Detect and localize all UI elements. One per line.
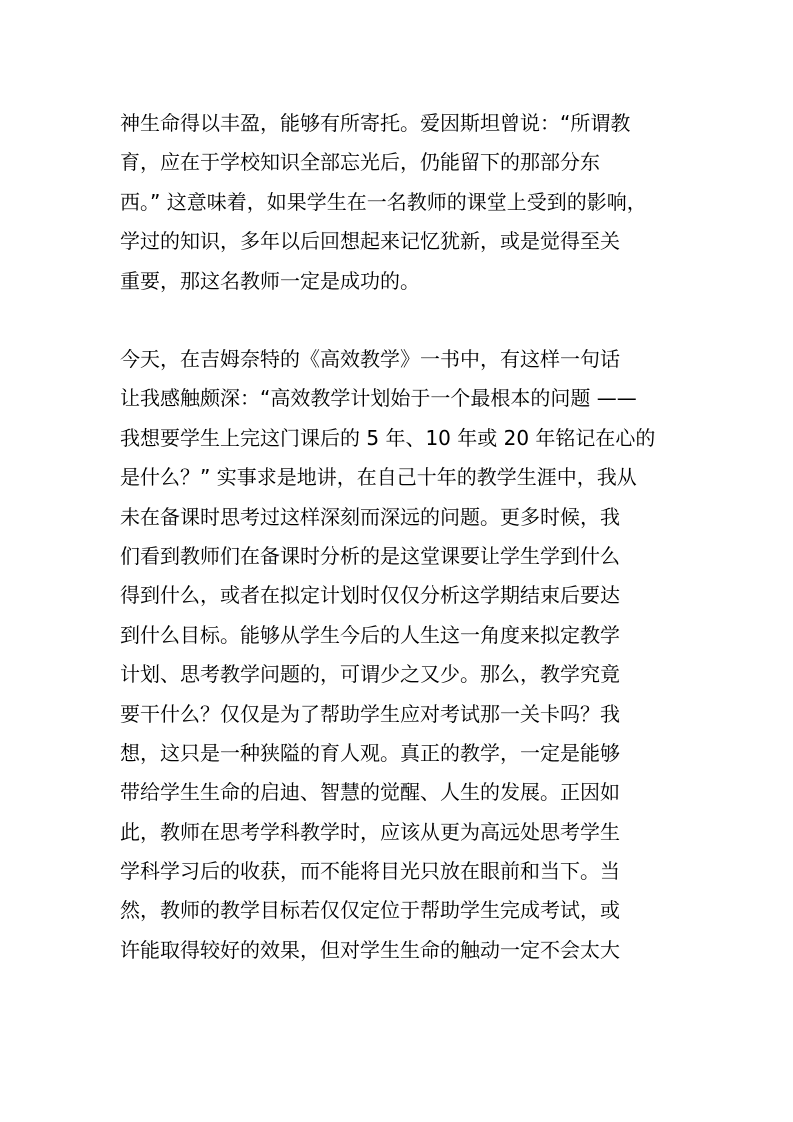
text-line: 到什么目标。能够从学生今后的人生这一角度来拟定教学 <box>120 622 620 647</box>
text-line: 未在备课时思考过这样深刻而深远的问题。更多时候，我 <box>120 504 620 529</box>
text-line: 学过的知识，多年以后回想起来记忆犹新，或是觉得至关 <box>120 229 620 254</box>
text-line: 西。” 这意味着，如果学生在一名教师的课堂上受到的影响， <box>120 189 647 214</box>
text-line: 计划、思考教学问题的，可谓少之又少。那么，教学究竟 <box>120 662 620 687</box>
paragraph-einstein-quote <box>120 104 647 301</box>
text-line: 带给学生生命的启迪、智慧的觉醒、人生的发展。正因如 <box>120 780 620 805</box>
text-line: 让我感触颇深：“高效教学计划始于一个最根本的问题 —— <box>120 386 637 411</box>
text-line: 们看到教师们在备课时分析的是这堂课要让学生学到什么 <box>120 543 620 568</box>
text-line: 今天，在吉姆奈特的《高效教学》一书中，有这样一句话 <box>120 347 620 371</box>
text-line: 重要，那这名教师一定是成功的。 <box>120 268 420 293</box>
text-line: 想，这只是一种狭隘的育人观。真正的教学，一定是能够 <box>120 740 620 765</box>
text-line: 育，应在于学校知识全部忘光后，仍能留下的那部分东 <box>120 150 600 175</box>
paragraph-effective-teaching <box>120 340 655 970</box>
text-line: 然，教师的教学目标若仅仅定位于帮助学生完成考试，或 <box>120 898 620 923</box>
text-line: 我想要学生上完这门课后的 5 年、10 年或 20 年铭记在心的 <box>120 425 656 450</box>
text-line: 神生命得以丰盈，能够有所寄托。爱因斯坦曾说：“所谓教 <box>120 111 631 135</box>
text-line: 得到什么，或者在拟定计划时仅仅分析这学期结束后要达 <box>120 583 620 608</box>
text-line: 学科学习后的收获，而不能将目光只放在眼前和当下。当 <box>120 859 620 884</box>
text-line: 许能取得较好的效果，但对学生生命的触动一定不会太大 <box>120 937 620 962</box>
text-line: 此，教师在思考学科教学时，应该从更为高远处思考学生 <box>120 819 620 844</box>
text-line: 要干什么？仅仅是为了帮助学生应对考试那一关卡吗？我 <box>120 701 620 726</box>
text-line: 是什么？” 实事求是地讲，在自己十年的教学生涯中，我从 <box>120 465 637 490</box>
